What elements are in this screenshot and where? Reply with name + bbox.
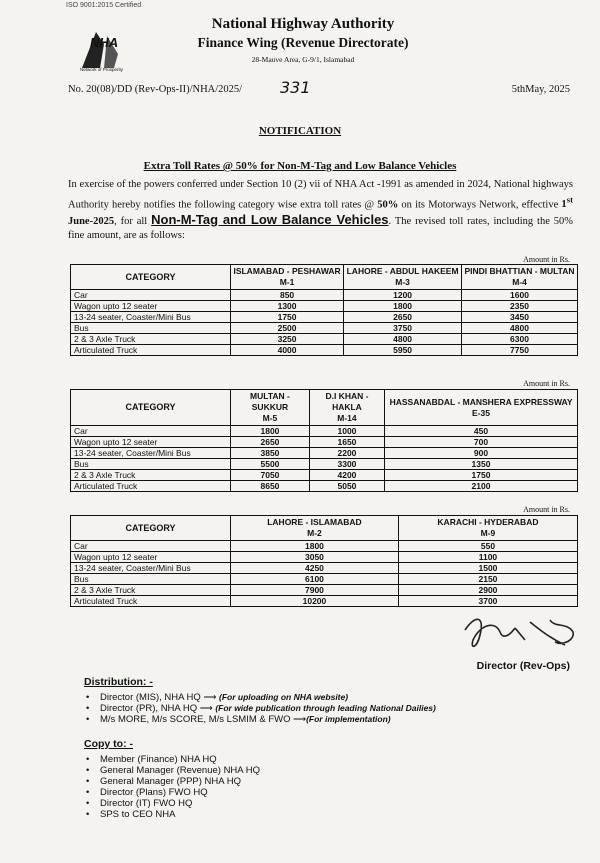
rate-cell: 2200	[309, 448, 384, 459]
category-cell: Car	[71, 290, 231, 301]
table-row	[71, 481, 578, 492]
category-cell: 13-24 seater, Coaster/Mini Bus	[71, 448, 231, 459]
category-cell: Articulated Truck	[71, 481, 231, 492]
list-item: • Director (Plans) FWO HQ	[86, 787, 260, 798]
list-item: • Director (IT) FWO HQ	[86, 798, 260, 809]
rate-cell: 1350	[385, 459, 578, 470]
arrow-right-icon: ⟶	[203, 692, 217, 702]
rate-cell: 6100	[231, 574, 399, 585]
table-row	[71, 448, 578, 459]
route-header: LAHORE - ISLAMABAD M-2	[231, 516, 399, 541]
toll-rate-table-2	[70, 389, 578, 492]
effective-day: 1	[561, 199, 567, 210]
copy-to-list	[86, 754, 260, 820]
toll-rate-table-3	[70, 515, 578, 607]
recipient-note: (For uploading on NHA website)	[219, 692, 349, 702]
category-cell: Bus	[71, 459, 231, 470]
letter-date: 5thMay, 2025	[511, 84, 570, 95]
rate-cell: 1200	[344, 290, 462, 301]
rate-cell: 3300	[309, 459, 384, 470]
rate-cell: 2100	[385, 481, 578, 492]
rate-cell: 4800	[462, 323, 578, 334]
rate-cell: 4800	[344, 334, 462, 345]
rate-cell: 850	[231, 290, 344, 301]
amount-label-3: Amount in Rs.	[523, 505, 570, 514]
rate-cell: 550	[398, 541, 577, 552]
amount-label-1: Amount in Rs.	[523, 255, 570, 264]
table-row	[71, 552, 578, 563]
effective-month-year: June-2025	[68, 215, 115, 227]
rate-cell: 1800	[344, 301, 462, 312]
rate-cell: 450	[385, 426, 578, 437]
rate-cell: 3450	[462, 312, 578, 323]
notification-body	[68, 178, 573, 244]
list-item: • General Manager (PPP) NHA HQ	[86, 776, 260, 787]
recipient-note: (For wide publication through leading National Dailies)	[215, 703, 436, 713]
route-header: D.I KHAN - HAKLA M-14	[309, 390, 384, 426]
rate-cell: 6300	[462, 334, 578, 345]
list-item: • Member (Finance) NHA HQ	[86, 754, 260, 765]
rate-cell: 7050	[231, 470, 310, 481]
signatory-title: Director (Rev-Ops)	[476, 660, 570, 672]
rate-cell: 1600	[462, 290, 578, 301]
rate-cell: 2650	[344, 312, 462, 323]
category-cell: 13-24 seater, Coaster/Mini Bus	[71, 563, 231, 574]
logo-tagline: Network of Prosperity	[80, 67, 124, 72]
distribution-list	[86, 692, 436, 725]
category-cell: Car	[71, 426, 231, 437]
list-item	[86, 703, 436, 714]
rate-cell: 2900	[398, 585, 577, 596]
route-header: PINDI BHATTIAN - MULTAN M-4	[462, 265, 578, 290]
organization-name: National Highway Authority	[211, 16, 395, 32]
route-header: MULTAN - SUKKUR M-5	[231, 390, 310, 426]
rate-cell: 5050	[309, 481, 384, 492]
recipient: Director (MIS), NHA HQ	[100, 692, 201, 703]
route-header: HASSANABDAL - MANSHERA EXPRESSWAY E-35	[385, 390, 578, 426]
table-row	[71, 312, 578, 323]
arrow-right-icon: ⟶	[293, 714, 307, 724]
category-cell: 2 & 3 Axle Truck	[71, 334, 231, 345]
rate-cell: 4250	[231, 563, 399, 574]
rate-cell: 3050	[231, 552, 399, 563]
rate-cell: 1500	[398, 563, 577, 574]
rate-cell: 900	[385, 448, 578, 459]
rate-cell: 7750	[462, 345, 578, 356]
list-item: • SPS to CEO NHA	[86, 809, 260, 820]
effective-day-suffix: st	[566, 194, 573, 205]
table-row	[71, 437, 578, 448]
recipient: M/s MORE, M/s SCORE, M/s LSMIM & FWO	[100, 714, 291, 725]
body-part4: . The revised toll rates, including the 50% fine amount, are as follows:	[68, 215, 573, 241]
table-row	[71, 596, 578, 607]
table-row	[71, 426, 578, 437]
rate-cell: 7900	[231, 585, 399, 596]
category-header: CATEGORY	[71, 390, 231, 426]
body-part1: In exercise of the powers conferred under Section 10 (2) vii of NHA Act -1991 as amended in 2024, National highways Authority hereby notifies the following category wise extra toll rates @	[68, 179, 573, 210]
rate-cell: 3250	[231, 334, 344, 345]
rate-cell: 3750	[344, 323, 462, 334]
amount-label-2: Amount in Rs.	[523, 379, 570, 388]
rate-cell: 1650	[309, 437, 384, 448]
category-cell: 2 & 3 Axle Truck	[71, 470, 231, 481]
category-cell: Articulated Truck	[71, 596, 231, 607]
list-item: • General Manager (Revenue) NHA HQ	[86, 765, 260, 776]
rate-cell: 2350	[462, 301, 578, 312]
route-header: KARACHI - HYDERABAD M-9	[398, 516, 577, 541]
route-header: LAHORE - ABDUL HAKEEM M-3	[344, 265, 462, 290]
category-cell: 2 & 3 Axle Truck	[71, 585, 231, 596]
category-cell: Bus	[71, 323, 231, 334]
rate-cell: 2150	[398, 574, 577, 585]
arrow-right-icon: ⟶	[199, 703, 213, 713]
category-cell: Wagon upto 12 seater	[71, 301, 231, 312]
rate-cell: 5500	[231, 459, 310, 470]
table-row	[71, 585, 578, 596]
rate-cell: 3700	[398, 596, 577, 607]
rate-cell: 4200	[309, 470, 384, 481]
category-cell: Wagon upto 12 seater	[71, 437, 231, 448]
rate-cell: 700	[385, 437, 578, 448]
table-row	[71, 574, 578, 585]
rate-cell: 1100	[398, 552, 577, 563]
rate-cell: 1800	[231, 541, 399, 552]
body-part3: , for all	[114, 215, 152, 227]
category-header: CATEGORY	[71, 265, 231, 290]
table-row	[71, 345, 578, 356]
rate-cell: 1300	[231, 301, 344, 312]
notification-title: NOTIFICATION	[258, 125, 342, 137]
reference-number-text: No. 20(08)/DD (Rev-Ops-II)/NHA/2025/	[68, 84, 243, 95]
rate-cell: 1750	[385, 470, 578, 481]
table-row	[71, 563, 578, 574]
category-header: CATEGORY	[71, 516, 231, 541]
iso-certification: ISO 9001:2015 Certified	[66, 2, 142, 9]
category-cell: Articulated Truck	[71, 345, 231, 356]
list-item	[86, 692, 436, 703]
logo-text: NHA	[90, 35, 119, 50]
rate-cell: 5950	[344, 345, 462, 356]
rate-cell: 3850	[231, 448, 310, 459]
table-row	[71, 323, 578, 334]
rate-cell: 8650	[231, 481, 310, 492]
organization-address: 28-Mauve Area, G-9/1, Islamabad	[251, 55, 355, 64]
signature	[455, 610, 585, 660]
rate-cell: 2500	[231, 323, 344, 334]
rate-cell: 10200	[231, 596, 399, 607]
wing-name: Finance Wing (Revenue Directorate)	[197, 35, 409, 50]
reference-number	[68, 84, 242, 95]
toll-rate-table-1	[70, 264, 578, 356]
table-row	[71, 459, 578, 470]
rate-cell: 1000	[309, 426, 384, 437]
rate-cell: 1750	[231, 312, 344, 323]
list-item	[86, 714, 436, 725]
copy-to-heading: Copy to: -	[84, 738, 133, 750]
category-cell: 13-24 seater, Coaster/Mini Bus	[71, 312, 231, 323]
handwritten-reference: 331	[280, 78, 311, 97]
body-part2: on its Motorways Network, effective	[398, 199, 562, 210]
table-row	[71, 541, 578, 552]
body-percentage: 50%	[377, 199, 399, 210]
recipient: Director (PR), NHA HQ	[100, 703, 198, 714]
category-cell: Car	[71, 541, 231, 552]
route-header: ISLAMABAD - PESHAWAR M-1	[231, 265, 344, 290]
rate-cell: 4000	[231, 345, 344, 356]
table-row	[71, 290, 578, 301]
rate-cell: 1800	[231, 426, 310, 437]
rate-cell: 2650	[231, 437, 310, 448]
recipient-note: (For implementation)	[306, 714, 391, 724]
body-highlight: Non-M-Tag and Low Balance Vehicles	[151, 211, 389, 227]
table-row	[71, 301, 578, 312]
table-row	[71, 334, 578, 345]
category-cell: Wagon upto 12 seater	[71, 552, 231, 563]
distribution-heading: Distribution: -	[84, 676, 153, 688]
table-row	[71, 470, 578, 481]
category-cell: Bus	[71, 574, 231, 585]
notification-subject: Extra Toll Rates @ 50% for Non-M-Tag and Low Balance Vehicles	[143, 160, 457, 172]
